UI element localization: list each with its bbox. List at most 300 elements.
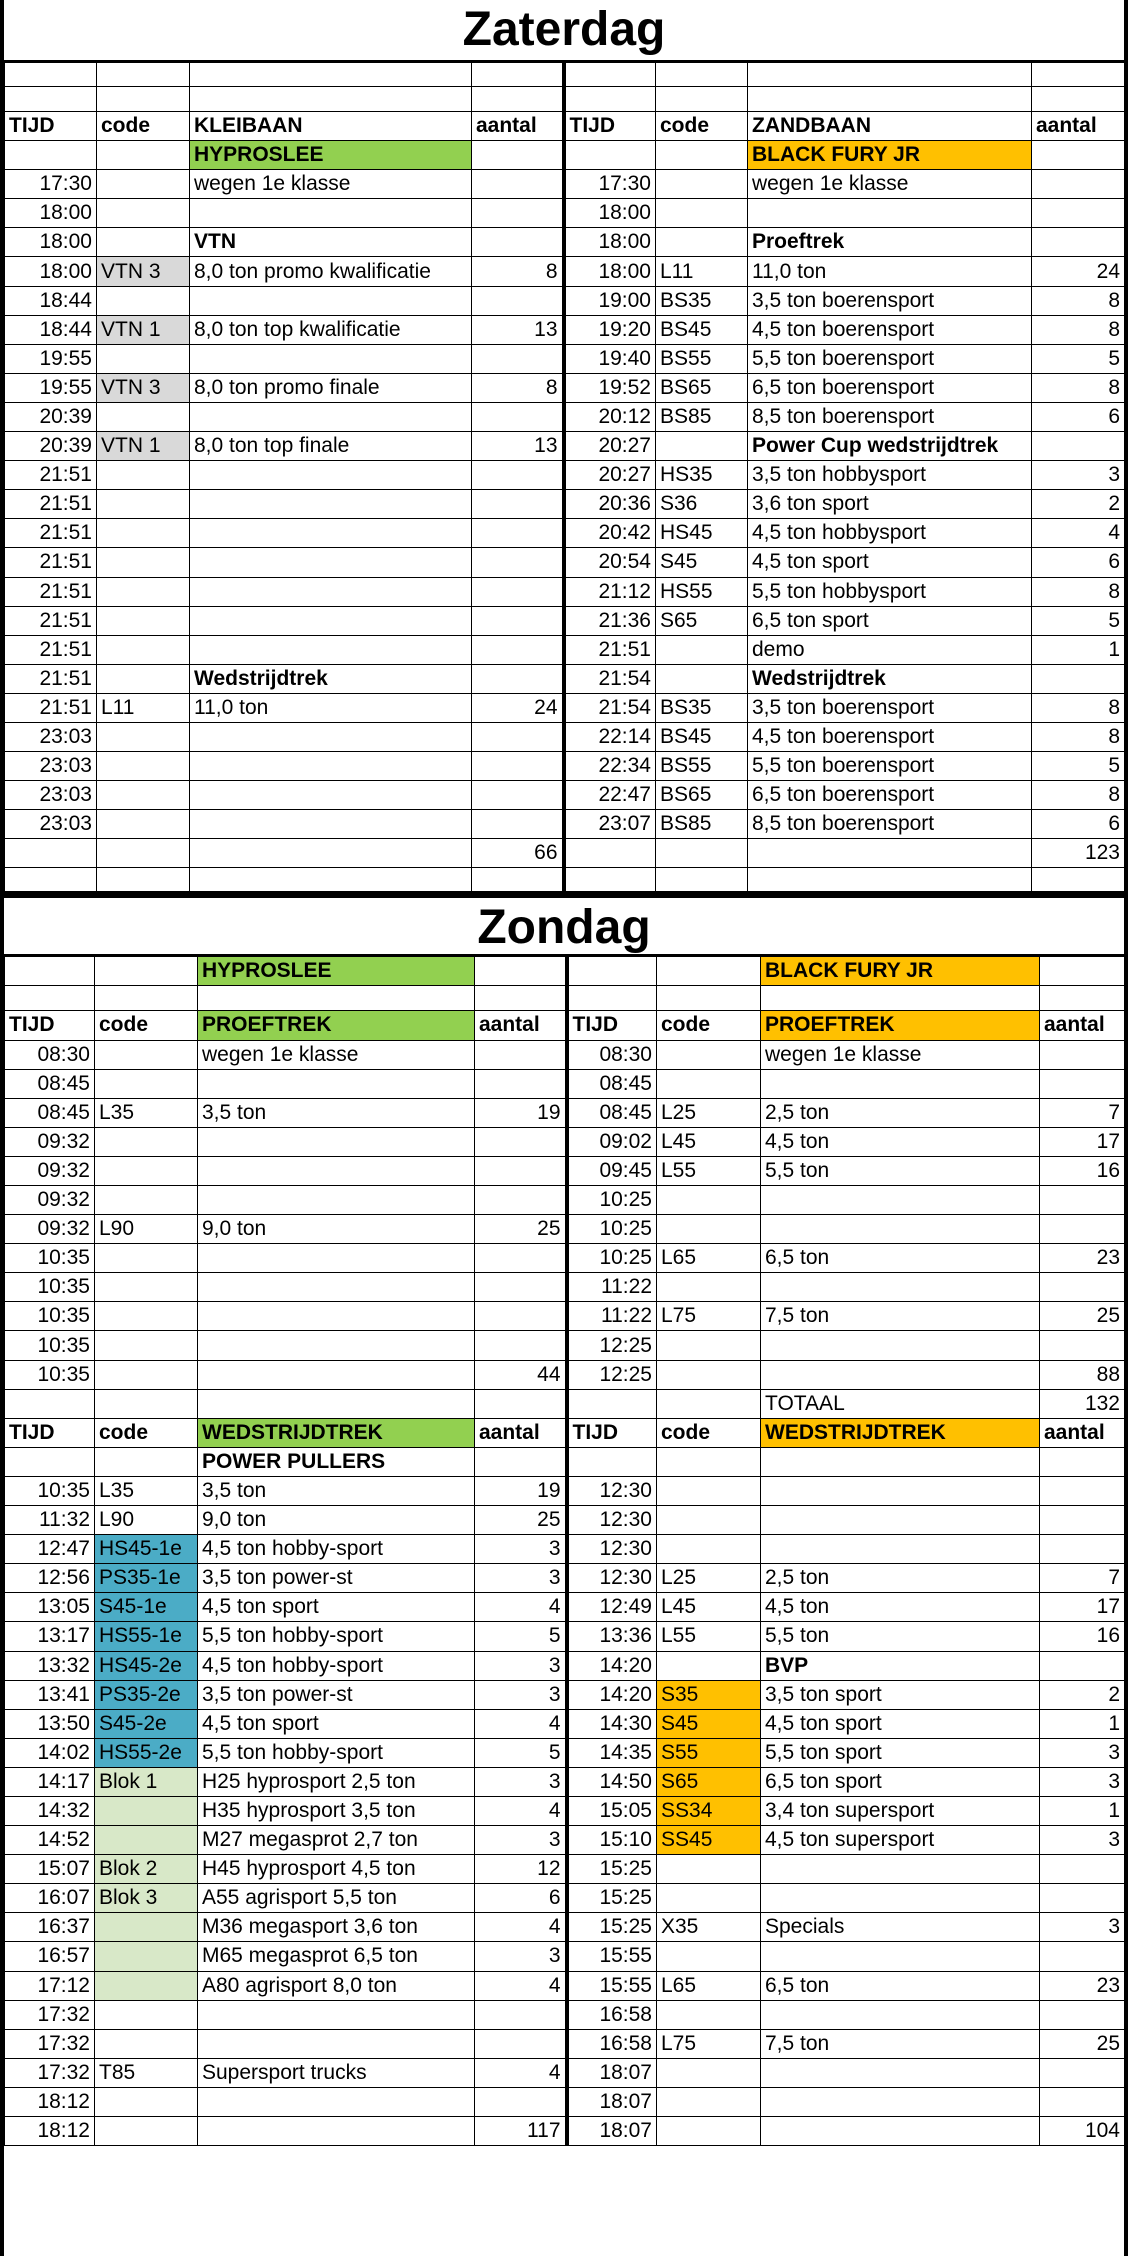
- left-code: [95, 2000, 198, 2029]
- right-description: 2,5 ton: [761, 1564, 1040, 1593]
- left-sponsor: HYPROSLEE: [190, 141, 472, 170]
- right-count: 132: [1040, 1389, 1125, 1418]
- blank-cell: [564, 87, 656, 112]
- blank-cell: [472, 62, 564, 87]
- right-time: 13:36: [567, 1622, 657, 1651]
- left-count: 4: [475, 1971, 567, 2000]
- blank-cell: [564, 62, 656, 87]
- blank-cell: [761, 986, 1040, 1011]
- right-description: 2,5 ton: [761, 1098, 1040, 1127]
- left-count: [472, 810, 564, 839]
- right-description: [761, 2117, 1040, 2146]
- left-count: [472, 664, 564, 693]
- right-description: 5,5 ton hobbysport: [748, 577, 1032, 606]
- right-count: 3: [1032, 461, 1125, 490]
- right-time: 20:27: [564, 432, 656, 461]
- right-count: 88: [1040, 1360, 1125, 1389]
- table-row: [5, 1098, 1125, 1127]
- left-count: 4: [475, 1593, 567, 1622]
- right-count: 2: [1040, 1680, 1125, 1709]
- left-time: 10:35: [5, 1302, 95, 1331]
- right-time: 12:25: [567, 1360, 657, 1389]
- right-code: [657, 1040, 761, 1069]
- left-count: 12: [475, 1855, 567, 1884]
- table-row: [5, 432, 1125, 461]
- blank-cell: [97, 62, 190, 87]
- right-code: [657, 1535, 761, 1564]
- right-code: [657, 1331, 761, 1360]
- table-row: [5, 2087, 1125, 2116]
- left-description: H35 hyprosport 3,5 ton: [198, 1796, 475, 1825]
- left-time: [5, 839, 97, 868]
- column-header: TIJD: [5, 1011, 95, 1040]
- table-row: [5, 2117, 1125, 2146]
- left-time: 08:45: [5, 1069, 95, 1098]
- right-description: [761, 1186, 1040, 1215]
- left-code: [95, 1127, 198, 1156]
- right-time: 12:30: [567, 1535, 657, 1564]
- saturday-table: [4, 60, 1125, 894]
- left-count: 5: [475, 1622, 567, 1651]
- right-description: BVP: [761, 1651, 1040, 1680]
- right-code: [657, 1884, 761, 1913]
- right-code: L45: [657, 1127, 761, 1156]
- left-count: 3: [475, 1564, 567, 1593]
- table-row: [5, 519, 1125, 548]
- left-code: VTN 1: [97, 315, 190, 344]
- left-code: [97, 752, 190, 781]
- saturday-title: Zaterdag: [462, 3, 666, 56]
- table-row: [5, 1040, 1125, 1069]
- left-description: [190, 286, 472, 315]
- right-description: 3,5 ton boerensport: [748, 286, 1032, 315]
- right-time: 21:51: [564, 635, 656, 664]
- right-description: 6,5 ton boerensport: [748, 373, 1032, 402]
- right-count: 23: [1040, 1244, 1125, 1273]
- right-code: [657, 1186, 761, 1215]
- left-description: M36 megasport 3,6 ton: [198, 1913, 475, 1942]
- left-description: [190, 199, 472, 228]
- blank-cell: [657, 986, 761, 1011]
- blank-cell: [656, 87, 748, 112]
- right-code: BS65: [656, 373, 748, 402]
- right-code: SS34: [657, 1796, 761, 1825]
- table-row: [5, 635, 1125, 664]
- left-time: 17:32: [5, 2029, 95, 2058]
- left-count: [475, 2029, 567, 2058]
- left-count: 25: [475, 1506, 567, 1535]
- left-description: Wedstrijdtrek: [190, 664, 472, 693]
- left-time: 18:00: [5, 199, 97, 228]
- sponsor-row: [5, 956, 1125, 986]
- left-code: [95, 2087, 198, 2116]
- table-row: [5, 1447, 1125, 1476]
- left-description: [190, 810, 472, 839]
- blank-cell: [97, 868, 190, 893]
- left-description: [190, 577, 472, 606]
- right-time: 14:30: [567, 1709, 657, 1738]
- left-code: Blok 3: [95, 1884, 198, 1913]
- right-time: 12:25: [567, 1331, 657, 1360]
- left-description: 11,0 ton: [190, 693, 472, 722]
- right-code: S36: [656, 490, 748, 519]
- right-count: 24: [1032, 257, 1125, 286]
- right-sponsor: BLACK FURY JR: [761, 956, 1040, 986]
- right-description: 6,5 ton: [761, 1244, 1040, 1273]
- right-description: 8,5 ton boerensport: [748, 810, 1032, 839]
- left-description: [198, 1302, 475, 1331]
- right-description: 4,5 ton supersport: [761, 1826, 1040, 1855]
- right-code: [657, 1360, 761, 1389]
- left-time: 18:00: [5, 257, 97, 286]
- right-code: BS65: [656, 781, 748, 810]
- table-row: [5, 693, 1125, 722]
- column-header: code: [95, 1011, 198, 1040]
- left-time: 16:57: [5, 1942, 95, 1971]
- right-count: 104: [1040, 2117, 1125, 2146]
- left-count: [472, 519, 564, 548]
- right-time: 08:30: [567, 1040, 657, 1069]
- left-count: [475, 1069, 567, 1098]
- blank-cell: [97, 87, 190, 112]
- right-description: [748, 199, 1032, 228]
- left-code: VTN 1: [97, 432, 190, 461]
- right-code: BS45: [656, 722, 748, 751]
- left-count: [472, 490, 564, 519]
- table-row: [5, 1651, 1125, 1680]
- blank-cell: [748, 868, 1032, 893]
- right-description: 5,5 ton: [761, 1156, 1040, 1185]
- table-row: [5, 1360, 1125, 1389]
- right-code: [657, 2117, 761, 2146]
- left-count: [475, 1127, 567, 1156]
- table-row: [5, 1942, 1125, 1971]
- left-count: [472, 781, 564, 810]
- blank-cell: [5, 868, 97, 893]
- left-time: 12:47: [5, 1535, 95, 1564]
- right-time: 12:30: [567, 1564, 657, 1593]
- left-count: [475, 1389, 567, 1418]
- right-code: L55: [657, 1156, 761, 1185]
- left-count: [472, 577, 564, 606]
- blank-cell: [656, 868, 748, 893]
- blank-cell: [475, 986, 567, 1011]
- table-row: [5, 1069, 1125, 1098]
- blank-row: [5, 62, 1125, 87]
- right-code: S65: [656, 606, 748, 635]
- right-time: 15:25: [567, 1884, 657, 1913]
- right-count: [1040, 1535, 1125, 1564]
- table-row: [5, 1738, 1125, 1767]
- right-description: 3,5 ton hobbysport: [748, 461, 1032, 490]
- right-description: TOTAAL: [761, 1389, 1040, 1418]
- left-time: 15:07: [5, 1855, 95, 1884]
- blank-cell: [5, 956, 95, 986]
- right-code: [656, 199, 748, 228]
- left-description: [190, 635, 472, 664]
- right-time: [567, 1447, 657, 1476]
- right-code: [657, 1651, 761, 1680]
- right-code: L65: [657, 1244, 761, 1273]
- left-description: [198, 2117, 475, 2146]
- table-row: [5, 170, 1125, 199]
- right-count: 7: [1040, 1098, 1125, 1127]
- left-description: 3,5 ton: [198, 1476, 475, 1505]
- left-code: HS55-2e: [95, 1738, 198, 1767]
- table-row: [5, 664, 1125, 693]
- left-description: [190, 606, 472, 635]
- right-description: wegen 1e klasse: [748, 170, 1032, 199]
- left-description: H45 hyprosport 4,5 ton: [198, 1855, 475, 1884]
- right-count: [1032, 199, 1125, 228]
- right-description: [761, 2000, 1040, 2029]
- right-time: 23:07: [564, 810, 656, 839]
- left-time: 18:44: [5, 286, 97, 315]
- left-code: [97, 810, 190, 839]
- right-description: 4,5 ton: [761, 1127, 1040, 1156]
- left-description: 8,0 ton top kwalificatie: [190, 315, 472, 344]
- right-time: 14:50: [567, 1767, 657, 1796]
- right-description: 4,5 ton hobbysport: [748, 519, 1032, 548]
- left-time: 10:35: [5, 1273, 95, 1302]
- left-code: [95, 1156, 198, 1185]
- right-code: [657, 2058, 761, 2087]
- table-row: [5, 606, 1125, 635]
- table-row: [5, 199, 1125, 228]
- left-description: [190, 548, 472, 577]
- table-row: [5, 461, 1125, 490]
- right-count: [1040, 1273, 1125, 1302]
- table-row: [5, 781, 1125, 810]
- left-code: [95, 1447, 198, 1476]
- left-code: [97, 228, 190, 257]
- left-description: 8,0 ton promo finale: [190, 373, 472, 402]
- left-code: [97, 402, 190, 431]
- right-time: 12:30: [567, 1506, 657, 1535]
- right-time: 14:35: [567, 1738, 657, 1767]
- table-row: [5, 1767, 1125, 1796]
- right-description: [761, 1215, 1040, 1244]
- left-description: 8,0 ton top finale: [190, 432, 472, 461]
- left-count: 4: [475, 1709, 567, 1738]
- right-time: 22:14: [564, 722, 656, 751]
- table-row: [5, 1273, 1125, 1302]
- left-description: [190, 752, 472, 781]
- left-time: 09:32: [5, 1186, 95, 1215]
- right-code: [657, 2087, 761, 2116]
- right-code: S65: [657, 1767, 761, 1796]
- right-code: SS45: [657, 1826, 761, 1855]
- right-time: 15:10: [567, 1826, 657, 1855]
- left-count: 3: [475, 1535, 567, 1564]
- left-description: [198, 1069, 475, 1098]
- left-count: 19: [475, 1476, 567, 1505]
- left-description: 3,5 ton: [198, 1098, 475, 1127]
- blank-cell: [472, 87, 564, 112]
- left-time: 21:51: [5, 606, 97, 635]
- left-time: 23:03: [5, 781, 97, 810]
- left-count: 3: [475, 1767, 567, 1796]
- right-code: [657, 1476, 761, 1505]
- left-time: 17:32: [5, 2058, 95, 2087]
- right-count: 8: [1032, 693, 1125, 722]
- right-code: [656, 839, 748, 868]
- left-code: [95, 1273, 198, 1302]
- left-sponsor: HYPROSLEE: [198, 956, 475, 986]
- right-description: [761, 1884, 1040, 1913]
- left-description: [198, 1273, 475, 1302]
- left-count: [472, 286, 564, 315]
- right-time: 21:12: [564, 577, 656, 606]
- left-count: 3: [475, 1651, 567, 1680]
- blank-cell: [1040, 986, 1125, 1011]
- header-row: [5, 1011, 1125, 1040]
- right-code: [657, 1069, 761, 1098]
- left-description: VTN: [190, 228, 472, 257]
- table-row: [5, 722, 1125, 751]
- left-count: 66: [472, 839, 564, 868]
- left-time: 19:55: [5, 344, 97, 373]
- blank-row: [5, 868, 1125, 893]
- right-description: [761, 1069, 1040, 1098]
- right-description: demo: [748, 635, 1032, 664]
- left-time: 13:50: [5, 1709, 95, 1738]
- column-header: TIJD: [567, 1418, 657, 1447]
- right-code: [656, 664, 748, 693]
- right-code: [657, 1447, 761, 1476]
- right-description: 4,5 ton sport: [761, 1709, 1040, 1738]
- left-time: 11:32: [5, 1506, 95, 1535]
- right-count: 1: [1040, 1796, 1125, 1825]
- left-code: [97, 781, 190, 810]
- left-count: [472, 722, 564, 751]
- left-code: S45-2e: [95, 1709, 198, 1738]
- left-count: 13: [472, 315, 564, 344]
- right-description: 6,5 ton sport: [761, 1767, 1040, 1796]
- left-count: [472, 170, 564, 199]
- left-code: [95, 1244, 198, 1273]
- right-time: 15:25: [567, 1855, 657, 1884]
- right-count: [1032, 228, 1125, 257]
- left-count: [472, 752, 564, 781]
- left-code: [95, 1186, 198, 1215]
- left-description: [190, 490, 472, 519]
- right-code: L75: [657, 1302, 761, 1331]
- left-time: [5, 1389, 95, 1418]
- left-code: [95, 1069, 198, 1098]
- right-count: [1032, 432, 1125, 461]
- left-count: [472, 635, 564, 664]
- left-time: 21:51: [5, 548, 97, 577]
- right-time: 18:00: [564, 228, 656, 257]
- left-count: 24: [472, 693, 564, 722]
- column-header: aantal: [1032, 112, 1125, 141]
- table-row: [5, 1884, 1125, 1913]
- right-code: BS35: [656, 286, 748, 315]
- left-time: 09:32: [5, 1127, 95, 1156]
- left-time: 14:02: [5, 1738, 95, 1767]
- table-row: [5, 839, 1125, 868]
- left-description: 8,0 ton promo kwalificatie: [190, 257, 472, 286]
- column-header: code: [657, 1418, 761, 1447]
- left-time: 21:51: [5, 461, 97, 490]
- left-description: [198, 1331, 475, 1360]
- right-count: 16: [1040, 1622, 1125, 1651]
- left-count: [472, 344, 564, 373]
- right-count: 6: [1032, 548, 1125, 577]
- table-row: [5, 315, 1125, 344]
- blank-cell: [5, 62, 97, 87]
- right-time: 15:55: [567, 1971, 657, 2000]
- left-time: 17:32: [5, 2000, 95, 2029]
- right-code: BS45: [656, 315, 748, 344]
- sunday-title: Zondag: [4, 894, 1124, 954]
- right-count: 8: [1032, 286, 1125, 315]
- right-description: Wedstrijdtrek: [748, 664, 1032, 693]
- left-time: 16:37: [5, 1913, 95, 1942]
- left-code: [95, 1826, 198, 1855]
- table-row: [5, 1506, 1125, 1535]
- left-time: 12:56: [5, 1564, 95, 1593]
- left-code: [97, 606, 190, 635]
- blank-cell: [1032, 87, 1125, 112]
- right-count: 3: [1040, 1826, 1125, 1855]
- right-count: [1040, 1476, 1125, 1505]
- blank-cell: [472, 141, 564, 170]
- blank-cell: [95, 986, 198, 1011]
- header-row: [5, 1418, 1125, 1447]
- sunday-table: [4, 954, 1125, 2146]
- table-row: [5, 1622, 1125, 1651]
- right-count: 7: [1040, 1564, 1125, 1593]
- right-code: L11: [656, 257, 748, 286]
- right-count: 8: [1032, 781, 1125, 810]
- left-time: 23:03: [5, 722, 97, 751]
- table-row: [5, 228, 1125, 257]
- left-count: [475, 2087, 567, 2116]
- left-time: 20:39: [5, 432, 97, 461]
- right-code: S55: [657, 1738, 761, 1767]
- right-code: [656, 635, 748, 664]
- table-row: [5, 1971, 1125, 2000]
- right-time: 18:07: [567, 2058, 657, 2087]
- right-time: 20:27: [564, 461, 656, 490]
- right-count: 8: [1032, 315, 1125, 344]
- left-count: 13: [472, 432, 564, 461]
- right-code: [657, 1389, 761, 1418]
- left-description: [190, 402, 472, 431]
- left-count: [472, 606, 564, 635]
- right-count: 6: [1032, 402, 1125, 431]
- right-count: 5: [1032, 344, 1125, 373]
- blank-cell: [5, 141, 97, 170]
- table-row: [5, 2000, 1125, 2029]
- left-code: S45-1e: [95, 1593, 198, 1622]
- left-time: 13:32: [5, 1651, 95, 1680]
- left-description: [198, 2087, 475, 2116]
- left-time: 21:51: [5, 635, 97, 664]
- right-time: [567, 1389, 657, 1418]
- right-count: 8: [1032, 577, 1125, 606]
- left-description: [190, 722, 472, 751]
- blank-cell: [190, 62, 472, 87]
- blank-cell: [1032, 62, 1125, 87]
- right-count: 3: [1040, 1913, 1125, 1942]
- table-row: [5, 1796, 1125, 1825]
- left-description: 9,0 ton: [198, 1215, 475, 1244]
- left-time: 21:51: [5, 693, 97, 722]
- left-code: [97, 344, 190, 373]
